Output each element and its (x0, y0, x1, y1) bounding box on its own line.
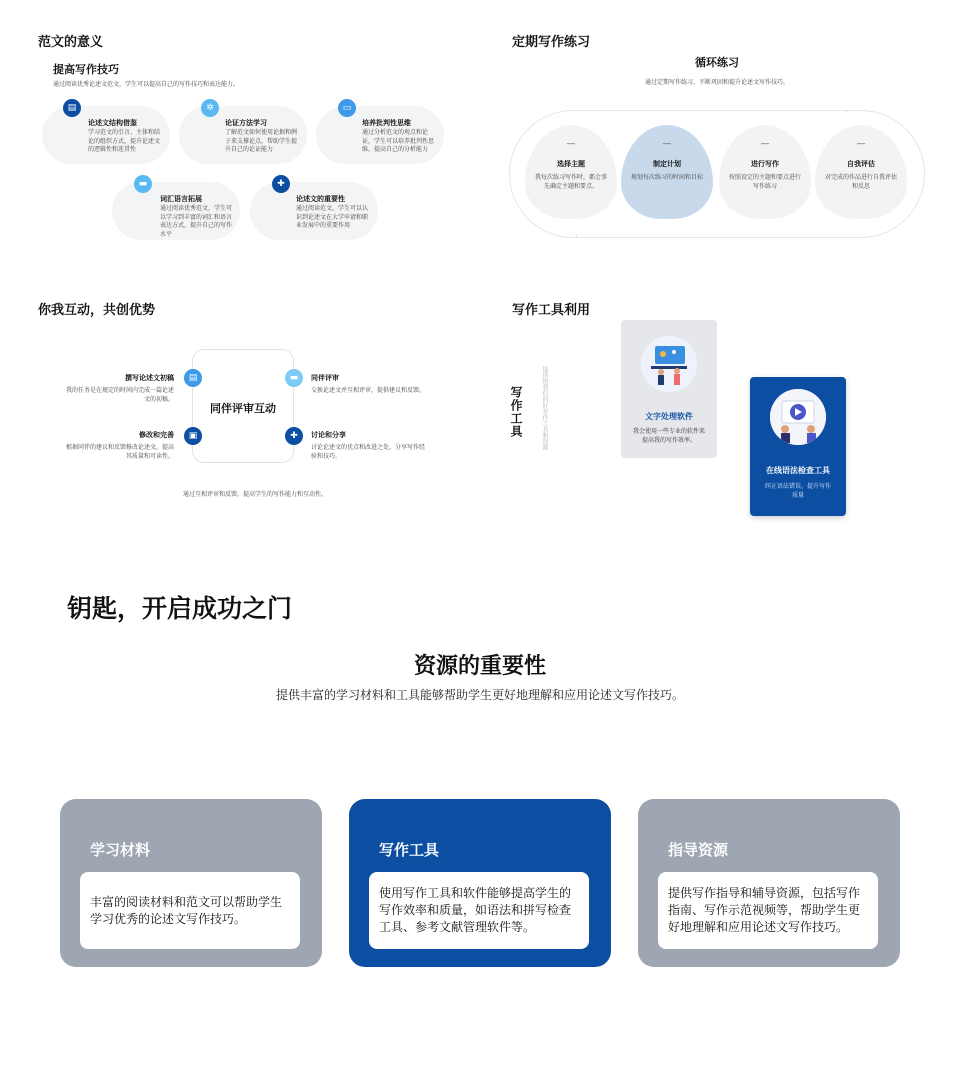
item-revise (62, 430, 174, 461)
item-title: 讨论和分享 (311, 431, 346, 439)
card-desc: 学习范文的引言、主体和结论的组织方式，提升论述文的逻辑性和连贯性 (88, 129, 161, 153)
item-title: 同伴评审 (311, 374, 339, 382)
item-draft (62, 373, 174, 404)
item-desc: 我的任务是在规定的时间内完成一篇论述文的初稿。 (65, 387, 174, 403)
step-make-plan (621, 125, 713, 219)
item-peer-review (311, 373, 451, 396)
document-icon: ▤ (184, 369, 202, 387)
item-desc: 根据同伴的建议和反馈修改论述文，提高其质量和可读性。 (65, 444, 174, 460)
card-critical (316, 106, 444, 164)
item-title: 撰写论述文初稿 (125, 374, 174, 382)
card-argument (179, 106, 307, 164)
card-body (80, 872, 300, 949)
step-desc: 对完成的作品进行自我评估和反思 (824, 174, 897, 190)
step-dash: — (856, 139, 866, 149)
card-vocabulary (112, 182, 240, 240)
item-desc: 交换论述文并互相评审，提供建议和反馈。 (311, 387, 426, 394)
slide3-footer: 通过互相评审和反馈，提高学生的写作能力和互动性。 (182, 491, 327, 498)
card-guidance-resources (638, 799, 900, 967)
step-title: 进行写作 (751, 160, 779, 168)
card-desc: 丰富的阅读材料和范文可以帮助学生学习优秀的论述文写作技巧。 (90, 894, 283, 926)
step-desc: 按照设定的主题和要点进行写作练习 (728, 174, 801, 190)
step-self-evaluate (815, 125, 907, 219)
slide1-subtitle: 提高写作技巧 (53, 63, 119, 76)
headline: 钥匙，开启成功之门 (67, 594, 293, 623)
card-desc: 使用写作工具和软件能够提高学生的写作效率和质量，如语法和拼写检查工具、参考文献管理软件等。 (379, 886, 572, 934)
step-title: 制定计划 (653, 160, 681, 168)
card-body (369, 872, 589, 949)
arrow-left-icon: ‹ (575, 232, 578, 240)
peer-review-center (192, 349, 294, 463)
item-desc: 讨论论述文的优点和改进之处，分享写作经验和技巧。 (311, 444, 426, 460)
step-dash: — (566, 139, 576, 149)
card-desc: 通过阅读范文，学生可以认识到论述文在大学申请和职业发展中的重要作用 (296, 205, 369, 229)
slide3-title: 你我互动，共创优势 (38, 303, 156, 318)
item-discuss (311, 430, 429, 461)
tool-word-processor (621, 320, 717, 458)
tool-title: 文字处理软件 (645, 412, 693, 421)
puzzle-icon: ✚ (285, 427, 303, 445)
step-choose-topic (525, 125, 617, 219)
slide4-title: 写作工具利用 (512, 303, 591, 318)
step-dash: — (760, 139, 770, 149)
slide2-title: 定期写作练习 (512, 35, 591, 50)
card-desc: 了解范文如何使用论据和例子来支撑论点，帮助学生提升自己的论证能力 (225, 129, 298, 153)
step-dash: — (662, 139, 672, 149)
image-icon: ▣ (184, 427, 202, 445)
card-desc: 提供写作指导和辅导资源，包括写作指南、写作示范视频等，帮助学生更好地理解和应用论述文写作技巧。 (668, 886, 861, 934)
card-study-materials (60, 799, 322, 967)
gear-icon: ✲ (201, 99, 219, 117)
chat-icon: ▬ (134, 175, 152, 193)
tool-title: 在线语法检查工具 (766, 466, 830, 475)
card-title: 论证方法学习 (225, 119, 267, 127)
slide1-title: 范文的意义 (38, 35, 104, 50)
step-desc: 我每次练习写作时，都会事先确定主题和要点。 (534, 174, 607, 190)
center-label: 同伴评审互动 (210, 402, 276, 415)
tool-desc: 纠正语法错误，提升写作质量 (764, 483, 831, 499)
chat-icon: ▬ (285, 369, 303, 387)
card-title: 词汇语言拓展 (160, 195, 202, 203)
card-title: 写作工具 (379, 841, 440, 859)
card-title: 论述文结构借鉴 (88, 119, 137, 127)
slide2-subtitle: 循环练习 (695, 56, 739, 69)
card-desc: 通过阅读优秀范文，学生可以学习到丰富的词汇和语言表达方式，提升自己的写作水平 (160, 205, 233, 238)
slide5-subtitle: 提供丰富的学习材料和工具能够帮助学生更好地理解和应用论述文写作技巧。 (275, 688, 684, 702)
puzzle-icon: ✚ (272, 175, 290, 193)
step-writing (719, 125, 811, 219)
step-title: 选择主题 (557, 160, 585, 168)
arrow-right-icon: › (845, 107, 848, 115)
card-importance (250, 182, 378, 240)
document-icon: ▤ (63, 99, 81, 117)
step-title: 自我评估 (847, 160, 875, 168)
tool-grammar-checker (750, 377, 846, 516)
card-desc: 通过分析范文的观点和论证，学生可以培养批判性思维，提高自己的分析能力 (362, 129, 435, 153)
monitor-icon: ▭ (338, 99, 356, 117)
card-title: 论述文的重要性 (296, 195, 345, 203)
card-title: 指导资源 (668, 841, 729, 859)
card-writing-tools (349, 799, 611, 967)
side-desc: 提供给我们的好写作工具和资源 (541, 366, 548, 450)
card-title: 学习材料 (90, 841, 151, 859)
tool-desc: 我会使用一些专业的软件来提高我的写作效率。 (633, 428, 706, 444)
video-illustration (770, 389, 826, 445)
people-illustration (641, 336, 697, 392)
card-structure (42, 106, 170, 164)
slide5-title: 资源的重要性 (413, 654, 546, 679)
slide1-desc: 通过阅读优秀论述文范文，学生可以提高自己的写作技巧和表达能力。 (53, 81, 240, 88)
side-title: 写作工具 (509, 386, 523, 438)
step-desc: 规划每次练习的时间和目标 (630, 174, 703, 181)
item-title: 修改和完善 (139, 431, 174, 439)
card-body (658, 872, 878, 949)
card-title: 培养批判性思维 (362, 119, 411, 127)
slide2-desc: 通过定期写作练习，不断巩固和提升论述文写作技巧。 (644, 79, 789, 86)
